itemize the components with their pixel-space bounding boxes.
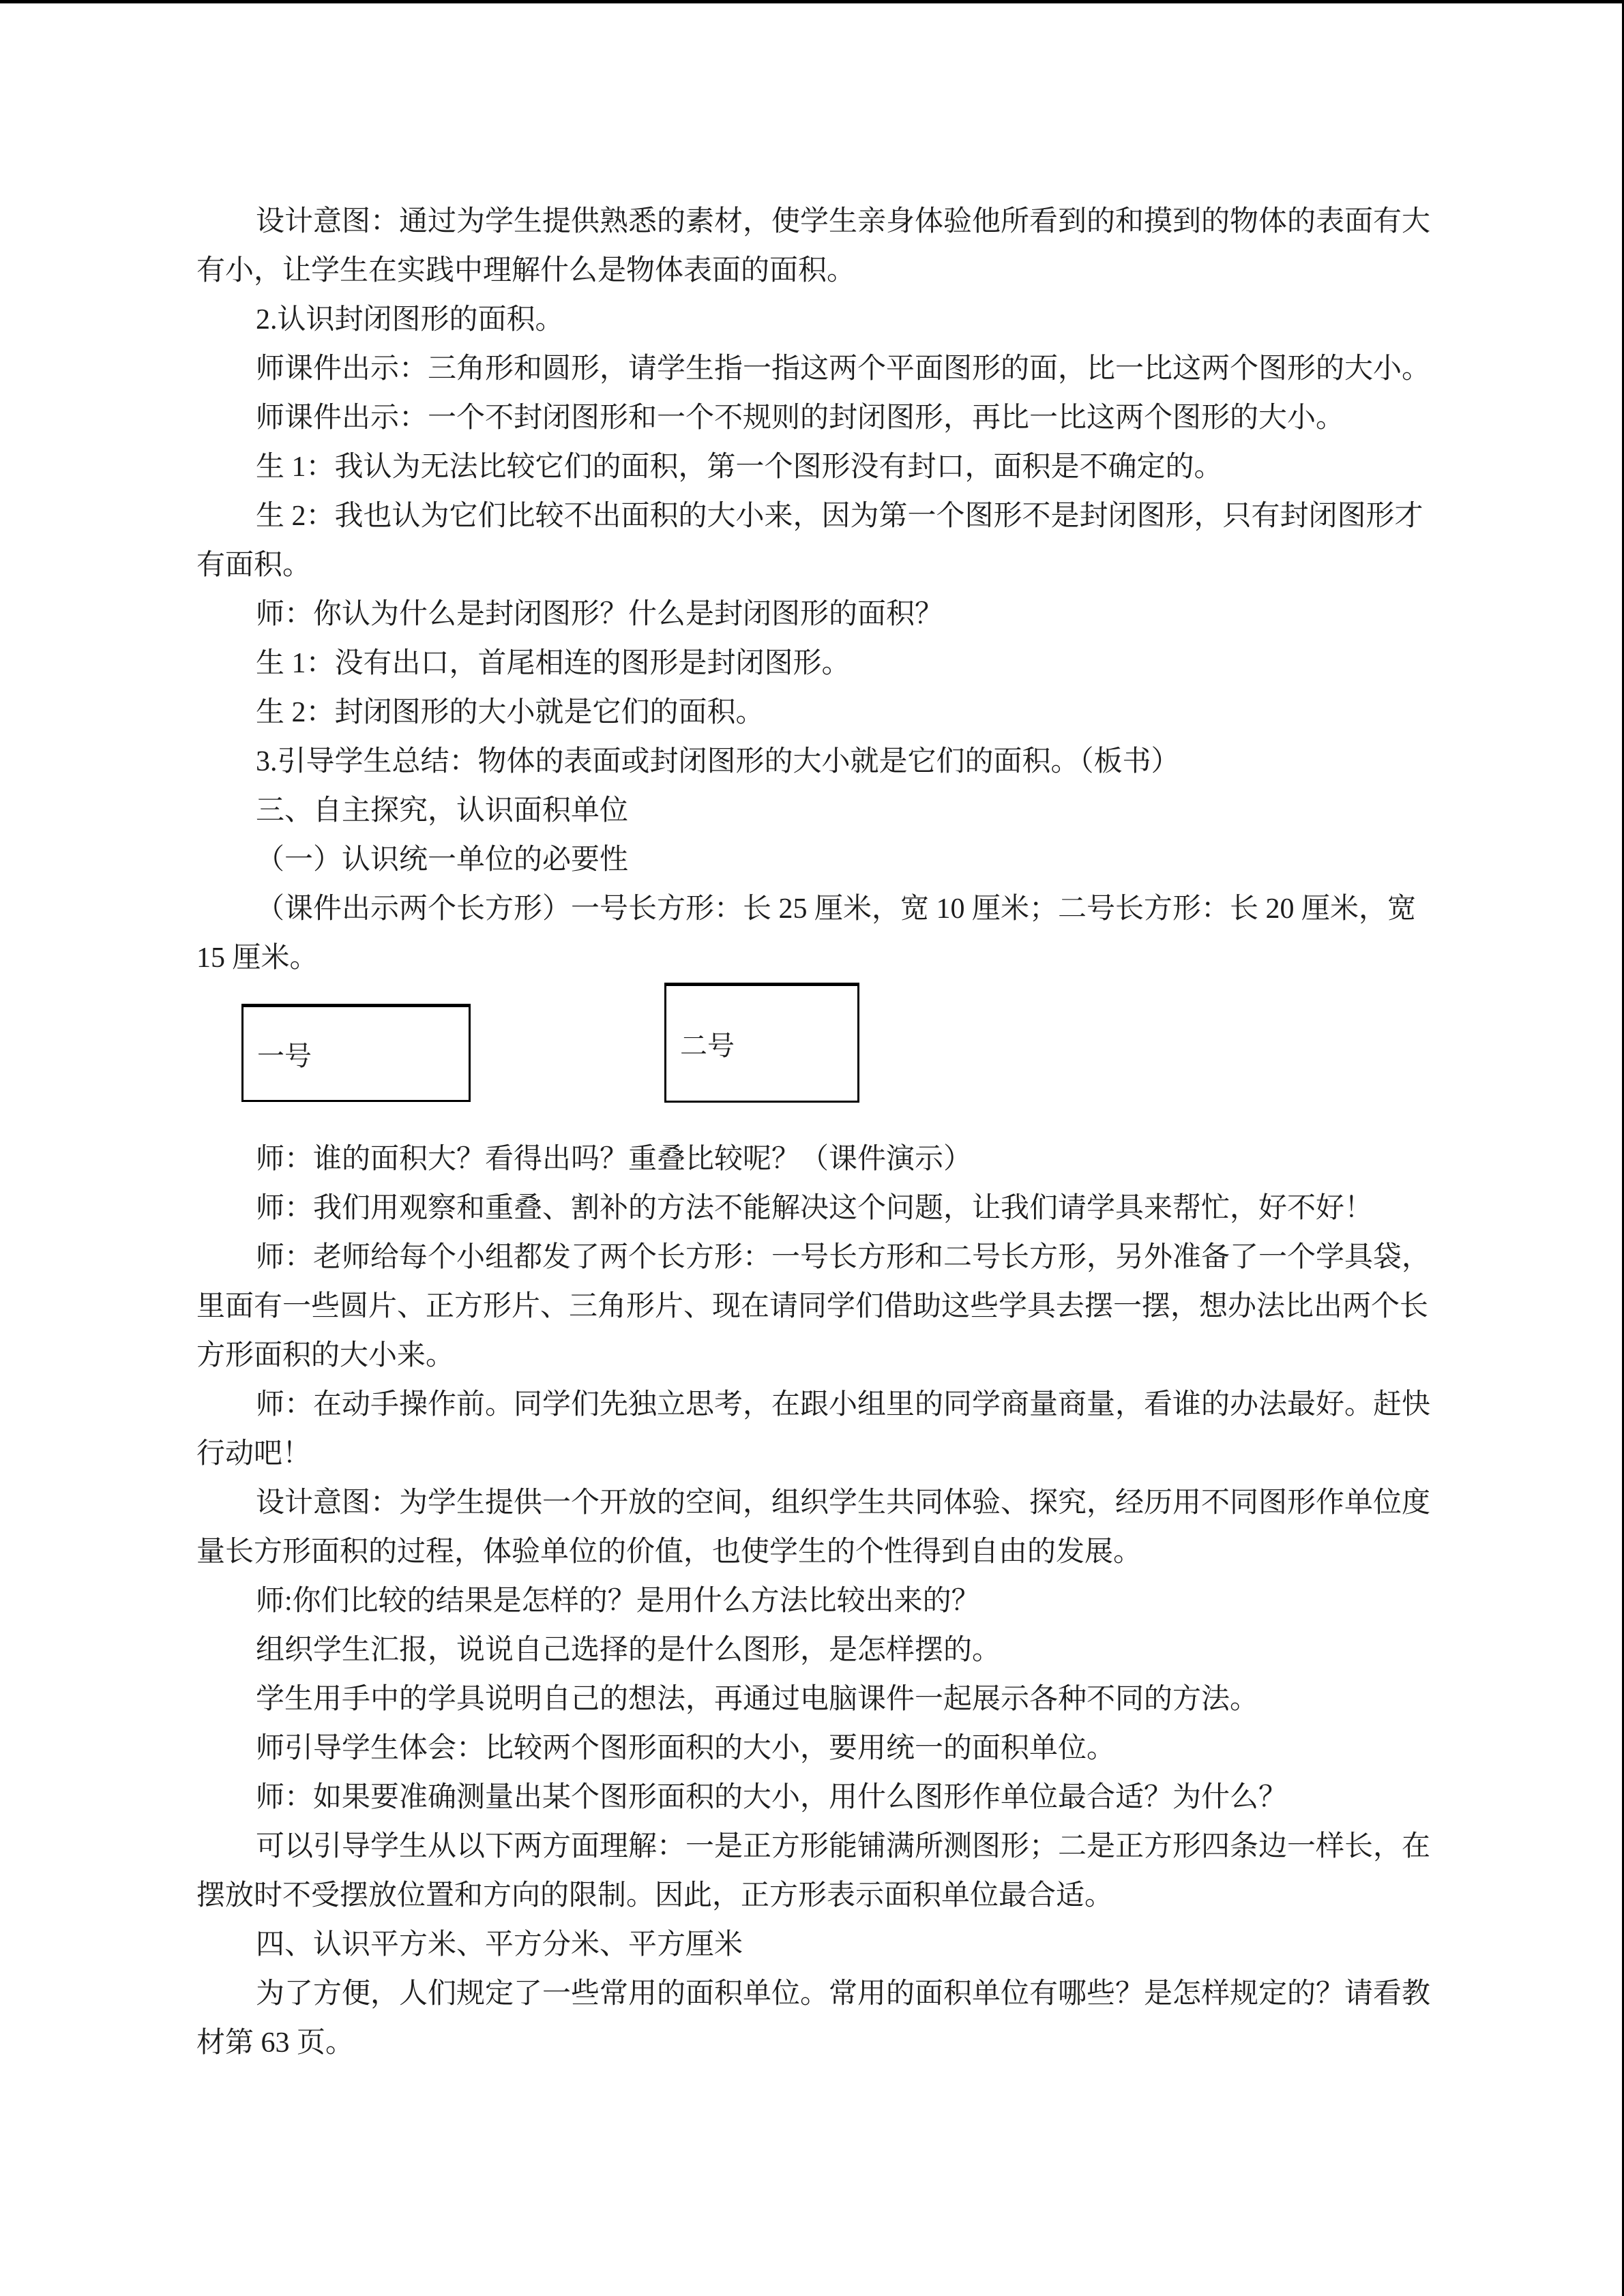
text-line: 四、认识平方米、平方分米、平方厘米 <box>256 1929 743 1960</box>
text-line: 方形面积的大小来。 <box>196 1340 455 1371</box>
text-line: 3.引导学生总结：物体的表面或封闭图形的大小就是它们的面积。（板书） <box>256 746 1180 777</box>
rectangle-one-label: 一号 <box>257 1040 312 1071</box>
text-line: 行动吧！ <box>196 1438 312 1470</box>
text-line: 有面积。 <box>196 550 312 581</box>
text-line: 可以引导学生从以下两方面理解：一是正方形能铺满所测图形；二是正方形四条边一样长，在 <box>256 1831 1431 1862</box>
text-line: 师课件出示：三角形和圆形，请学生指一指这两个平面图形的面，比一比这两个图形的大小。 <box>256 353 1431 385</box>
text-line: 师：我们用观察和重叠、割补的方法不能解决这个问题，让我们请学具来帮忙，好不好！ <box>256 1193 1374 1224</box>
text-line: 三、自主探究，认识面积单位 <box>256 795 629 826</box>
text-line: 有小，让学生在实践中理解什么是物体表面的面积。 <box>196 255 856 286</box>
text-line: 师：如果要准确测量出某个图形面积的大小，用什么图形作单位最合适？为什么？ <box>256 1782 1288 1813</box>
text-line: 生 1：我认为无法比较它们的面积，第一个图形没有封口，面积是不确定的。 <box>256 451 1223 483</box>
text-line: 师：老师给每个小组都发了两个长方形：一号长方形和二号长方形，另外准备了一个学具袋， <box>256 1242 1431 1273</box>
text-line: 生 2：我也认为它们比较不出面积的大小来，因为第一个图形不是封闭图形，只有封闭图形才 <box>256 501 1423 532</box>
text-line: （课件出示两个长方形）一号长方形：长 25 厘米，宽 10 厘米；二号长方形：长 20 厘米，宽 <box>256 893 1417 925</box>
text-line: 生 1：没有出口，首尾相连的图形是封闭图形。 <box>256 648 851 679</box>
text-line: 量长方形面积的过程，体验单位的价值，也使学生的个性得到自由的发展。 <box>196 1536 1142 1568</box>
text-line: 师：在动手操作前。同学们先独立思考，在跟小组里的同学商量商量，看谁的办法最好。赶快 <box>256 1389 1431 1420</box>
text-line: 师：你认为什么是封闭图形？什么是封闭图形的面积？ <box>256 599 944 630</box>
text-line: （一）认识统一单位的必要性 <box>256 844 629 876</box>
text-line: 材第 63 页。 <box>196 2027 355 2059</box>
text-block-upper <box>196 197 1561 983</box>
text-line: 生 2：封闭图形的大小就是它们的面积。 <box>256 697 765 728</box>
text-line: 里面有一些圆片、正方形片、三角形片、现在请同学们借助这些学具去摆一摆，想办法比出两个长 <box>196 1291 1429 1322</box>
rectangle-two-label: 二号 <box>680 1030 735 1061</box>
rectangle-two <box>664 983 859 1103</box>
text-line: 设计意图：通过为学生提供熟悉的素材，使学生亲身体验他所看到的和摸到的物体的表面有大 <box>256 206 1431 237</box>
text-line: 摆放时不受摆放位置和方向的限制。因此，正方形表示面积单位最合适。 <box>196 1880 1114 1911</box>
text-line: 组织学生汇报，说说自己选择的是什么图形，是怎样摆的。 <box>256 1635 1001 1666</box>
text-line: 设计意图：为学生提供一个开放的空间，组织学生共同体验、探究，经历用不同图形作单位度 <box>256 1487 1431 1519</box>
text-line: 为了方便，人们规定了一些常用的面积单位。常用的面积单位有哪些？是怎样规定的？请看教 <box>256 1978 1431 2010</box>
page-top-border <box>0 0 1624 3</box>
text-line: 师：谁的面积大？看得出吗？重叠比较呢？（课件演示） <box>256 1144 973 1175</box>
text-line: 师:你们比较的结果是怎样的？是用什么方法比较出来的？ <box>256 1585 980 1617</box>
text-line: 15 厘米。 <box>196 942 319 974</box>
text-block-lower <box>196 1135 1561 2068</box>
text-line: 学生用手中的学具说明自己的想法，再通过电脑课件一起展示各种不同的方法。 <box>256 1684 1259 1715</box>
text-line: 2.认识封闭图形的面积。 <box>256 304 564 336</box>
text-line: 师课件出示：一个不封闭图形和一个不规则的封闭图形，再比一比这两个图形的大小。 <box>256 402 1345 434</box>
text-line: 师引导学生体会：比较两个图形面积的大小，要用统一的面积单位。 <box>256 1733 1116 1764</box>
rectangle-one <box>241 1004 471 1102</box>
